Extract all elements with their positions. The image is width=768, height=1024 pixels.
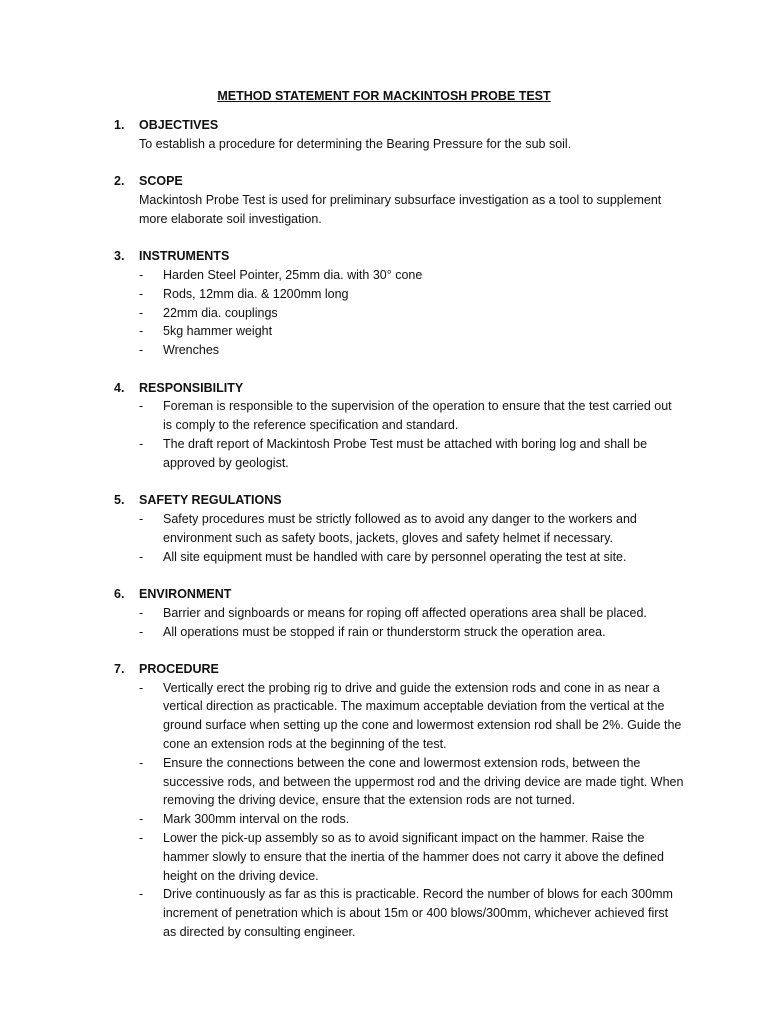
list-item-text: All site equipment must be handled with care by personnel operating the test at site. xyxy=(163,549,627,564)
bullet-dash: - xyxy=(139,324,144,339)
bullet-dash: - xyxy=(139,680,144,695)
section-title: SCOPE xyxy=(139,174,183,189)
bullet-dash: - xyxy=(139,887,144,902)
list-item-text: All operations must be stopped if rain or thunderstorm struck the operation area. xyxy=(163,624,606,639)
list-item-text: Harden Steel Pointer, 25mm dia. with 30° cone xyxy=(163,267,423,282)
section-title: PROCEDURE xyxy=(139,661,219,676)
section-heading xyxy=(114,247,684,266)
section-text: Mackintosh Probe Test is used for preliminary subsurface investigation as a tool to supplement more elaborate soil investigation. xyxy=(139,192,662,226)
document-title: METHOD STATEMENT FOR MACKINTOSH PROBE TEST xyxy=(217,89,551,103)
list-item-text: Barrier and signboards or means for roping off affected operations area shall be placed. xyxy=(163,605,647,620)
list-item xyxy=(139,604,684,623)
list-item-text: Vertically erect the probing rig to drive and guide the extension rods and cone in as near a vertical direction as practicable. The maximum acceptable deviation from the vertical at the ground surface when setting up the cone and lowermost extension rod shall be 2%. Guide the cone an extension rods at the beginning of the test. xyxy=(163,680,682,752)
list-item xyxy=(139,397,684,435)
list-item xyxy=(139,810,684,829)
section-title: OBJECTIVES xyxy=(139,118,219,132)
list-item-text: Ensure the connections between the cone and lowermost extension rods, between the successive rods, and between the uppermost rod and the driving device are made tight. When removing the driving device, ensure that the extension rods are not turned. xyxy=(163,755,684,808)
section-number: 7. xyxy=(114,661,125,676)
list-item-text: 22mm dia. couplings xyxy=(163,305,278,320)
section-safety-regulations xyxy=(114,491,684,566)
section-objectives xyxy=(114,116,684,154)
list-item xyxy=(139,341,684,360)
list-item-text: Drive continuously as far as this is practicable. Record the number of blows for each 300mm increment of penetration which is about 15m or 400 blows/300mm, whichever achieved first as directed by consulting engineer. xyxy=(163,887,673,940)
section-instruments xyxy=(114,247,684,360)
bullet-dash: - xyxy=(139,305,144,320)
list-item xyxy=(139,266,684,285)
bullet-dash: - xyxy=(139,831,144,846)
section-number: 2. xyxy=(114,174,125,189)
list-item-text: Wrenches xyxy=(163,343,220,358)
section-scope xyxy=(114,172,684,228)
section-number: 5. xyxy=(114,493,125,508)
document-body xyxy=(114,116,684,960)
section-number: 1. xyxy=(114,118,125,132)
list-item xyxy=(139,548,684,567)
list-item xyxy=(139,829,684,885)
list-item-text: Mark 300mm interval on the rods. xyxy=(163,812,350,827)
section-title: SAFETY REGULATIONS xyxy=(139,493,282,508)
bullet-dash: - xyxy=(139,605,144,620)
section-text: To establish a procedure for determining the Bearing Pressure for the sub soil. xyxy=(139,136,572,151)
bullet-dash: - xyxy=(139,343,144,358)
list-item xyxy=(139,435,684,473)
list-item-text: The draft report of Mackintosh Probe Test must be attached with boring log and shall be approved by geologist. xyxy=(163,436,648,470)
section-environment xyxy=(114,585,684,641)
list-item xyxy=(139,322,684,341)
section-title: INSTRUMENTS xyxy=(139,249,230,264)
list-item-text: Lower the pick-up assembly so as to avoid significant impact on the hammer. Raise the hammer slowly to ensure that the inertia of the hammer does not carry it above the defined height on the driving device. xyxy=(163,831,664,883)
bullet-dash: - xyxy=(139,267,144,282)
section-title: ENVIRONMENT xyxy=(139,586,232,601)
section-heading xyxy=(114,585,684,604)
bullet-list xyxy=(114,604,684,642)
list-item xyxy=(139,304,684,323)
bullet-dash: - xyxy=(139,549,144,564)
bullet-dash: - xyxy=(139,399,144,414)
section-procedure xyxy=(114,660,684,942)
section-responsibility xyxy=(114,379,684,473)
list-item-text: Foreman is responsible to the supervision of the operation to ensure that the test carried out is comply to the reference specification and standard. xyxy=(163,399,672,433)
bullet-list xyxy=(114,397,684,472)
section-number: 6. xyxy=(114,586,125,601)
section-title: RESPONSIBILITY xyxy=(139,380,244,395)
bullet-list xyxy=(114,266,684,360)
bullet-dash: - xyxy=(139,436,144,451)
section-heading xyxy=(114,172,684,191)
list-item xyxy=(139,510,684,548)
bullet-dash: - xyxy=(139,755,144,770)
section-heading xyxy=(114,491,684,510)
bullet-list xyxy=(114,510,684,566)
section-heading xyxy=(114,660,684,679)
list-item xyxy=(139,885,684,941)
bullet-list xyxy=(114,679,684,942)
bullet-dash: - xyxy=(139,511,144,526)
section-heading xyxy=(114,379,684,398)
section-number: 4. xyxy=(114,380,125,395)
list-item-text: Rods, 12mm dia. & 1200mm long xyxy=(163,286,349,301)
bullet-dash: - xyxy=(139,812,144,827)
section-number: 3. xyxy=(114,249,125,264)
list-item-text: 5kg hammer weight xyxy=(163,324,273,339)
list-item xyxy=(139,754,684,810)
section-heading xyxy=(114,116,684,135)
list-item-text: Safety procedures must be strictly followed as to avoid any danger to the workers and environment such as safety boots, jackets, gloves and safety helmet if necessary. xyxy=(163,511,637,545)
bullet-dash: - xyxy=(139,286,144,301)
bullet-dash: - xyxy=(139,624,144,639)
list-item xyxy=(139,679,684,754)
list-item xyxy=(139,285,684,304)
list-item xyxy=(139,623,684,642)
